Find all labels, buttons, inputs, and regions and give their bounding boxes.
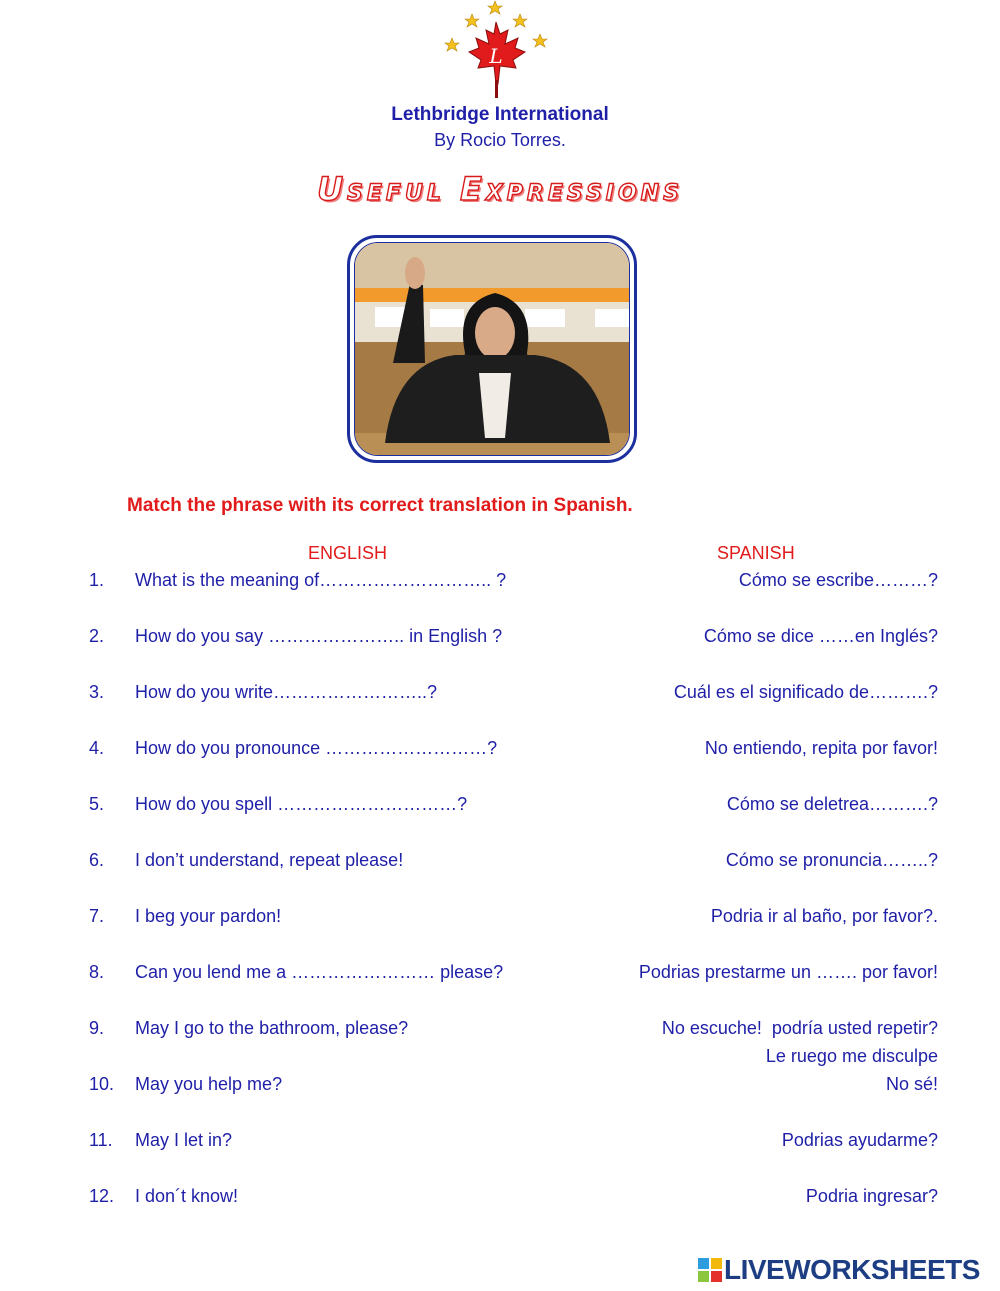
student-photo	[354, 242, 630, 456]
liveworksheets-icon	[698, 1258, 722, 1282]
english-phrase: How do you say ………………….. in English ?	[135, 626, 503, 646]
row-number: 11.	[89, 1130, 113, 1150]
english-phrase: I don’t understand, repeat please!	[135, 850, 404, 870]
english-phrase: I don´t know!	[135, 1186, 239, 1206]
spanish-phrase: No entiendo, repita por favor!	[704, 738, 938, 758]
row-number: 10.	[89, 1074, 115, 1094]
spanish-phrase: Cómo se pronuncia……..?	[725, 850, 938, 870]
row-number: 9.	[89, 1018, 105, 1038]
phrase-row	[0, 1130, 1000, 1156]
phrase-row	[0, 962, 1000, 988]
maple-leaf-icon	[440, 0, 555, 102]
row-number: 7.	[89, 906, 105, 926]
english-phrase: What is the meaning of……………………….. ?	[135, 570, 507, 590]
phrase-row	[0, 1074, 1000, 1100]
phrase-row	[0, 626, 1000, 652]
english-phrase: How do you pronounce ………………………?	[135, 738, 498, 758]
spanish-phrase: Podria ir al baño, por favor?.	[710, 906, 938, 926]
row-number: 1.	[89, 570, 105, 590]
photo-frame	[347, 235, 637, 463]
row-number: 6.	[89, 850, 105, 870]
phrase-row	[0, 1186, 1000, 1212]
english-column-header: ENGLISH	[308, 543, 388, 563]
spanish-column-header: SPANISH	[717, 543, 795, 563]
brand-name: LIVEWORKSHEETS	[724, 1254, 980, 1285]
phrase-row	[0, 570, 1000, 596]
phrase-row	[0, 682, 1000, 708]
liveworksheets-brand[interactable]	[698, 1254, 998, 1286]
spanish-phrase: Cómo se dice ……en Inglés?	[703, 626, 938, 646]
instruction-text: Match the phrase with its correct translation in Spanish.	[127, 495, 633, 516]
spanish-phrase: No sé!	[885, 1074, 938, 1094]
phrase-row	[0, 794, 1000, 820]
lethbridge-logo	[440, 0, 555, 102]
english-phrase: May you help me?	[135, 1074, 283, 1094]
english-phrase: I beg your pardon!	[135, 906, 282, 926]
english-phrase: How do you write……………………..?	[135, 682, 438, 702]
phrase-row	[0, 906, 1000, 932]
spanish-phrase: No escuche! podría usted repetir?	[661, 1018, 938, 1038]
phrase-row	[0, 850, 1000, 876]
spanish-phrase: Cuál es el significado de……….?	[673, 682, 938, 702]
org-name: Lethbridge International	[391, 104, 609, 125]
row-number: 8.	[89, 962, 105, 982]
row-number: 2.	[89, 626, 105, 646]
english-phrase: May I let in?	[135, 1130, 233, 1150]
phrase-row	[0, 738, 1000, 764]
row-number: 12.	[89, 1186, 115, 1206]
author-name: By Rocio Torres.	[434, 130, 566, 150]
english-phrase: Can you lend me a …………………… please?	[135, 962, 504, 982]
spanish-phrase: Cómo se deletrea……….?	[726, 794, 938, 814]
logo-letter: L	[489, 44, 503, 68]
row-number: 4.	[89, 738, 105, 758]
spanish-phrase: Podria ingresar?	[805, 1186, 938, 1206]
spanish-phrase-extra: Le ruego me disculpe	[765, 1046, 938, 1066]
spanish-phrase: Podrias ayudarme?	[781, 1130, 938, 1150]
spanish-phrase: Podrias prestarme un ……. por favor!	[638, 962, 938, 982]
row-number: 5.	[89, 794, 105, 814]
english-phrase: How do you spell …………………………?	[135, 794, 468, 814]
row-number: 3.	[89, 682, 105, 702]
page-title: Useful Expressions	[317, 170, 683, 208]
spanish-phrase: Cómo se escribe………?	[738, 570, 938, 590]
english-phrase: May I go to the bathroom, please?	[135, 1018, 409, 1038]
phrase-row	[0, 1018, 1000, 1044]
